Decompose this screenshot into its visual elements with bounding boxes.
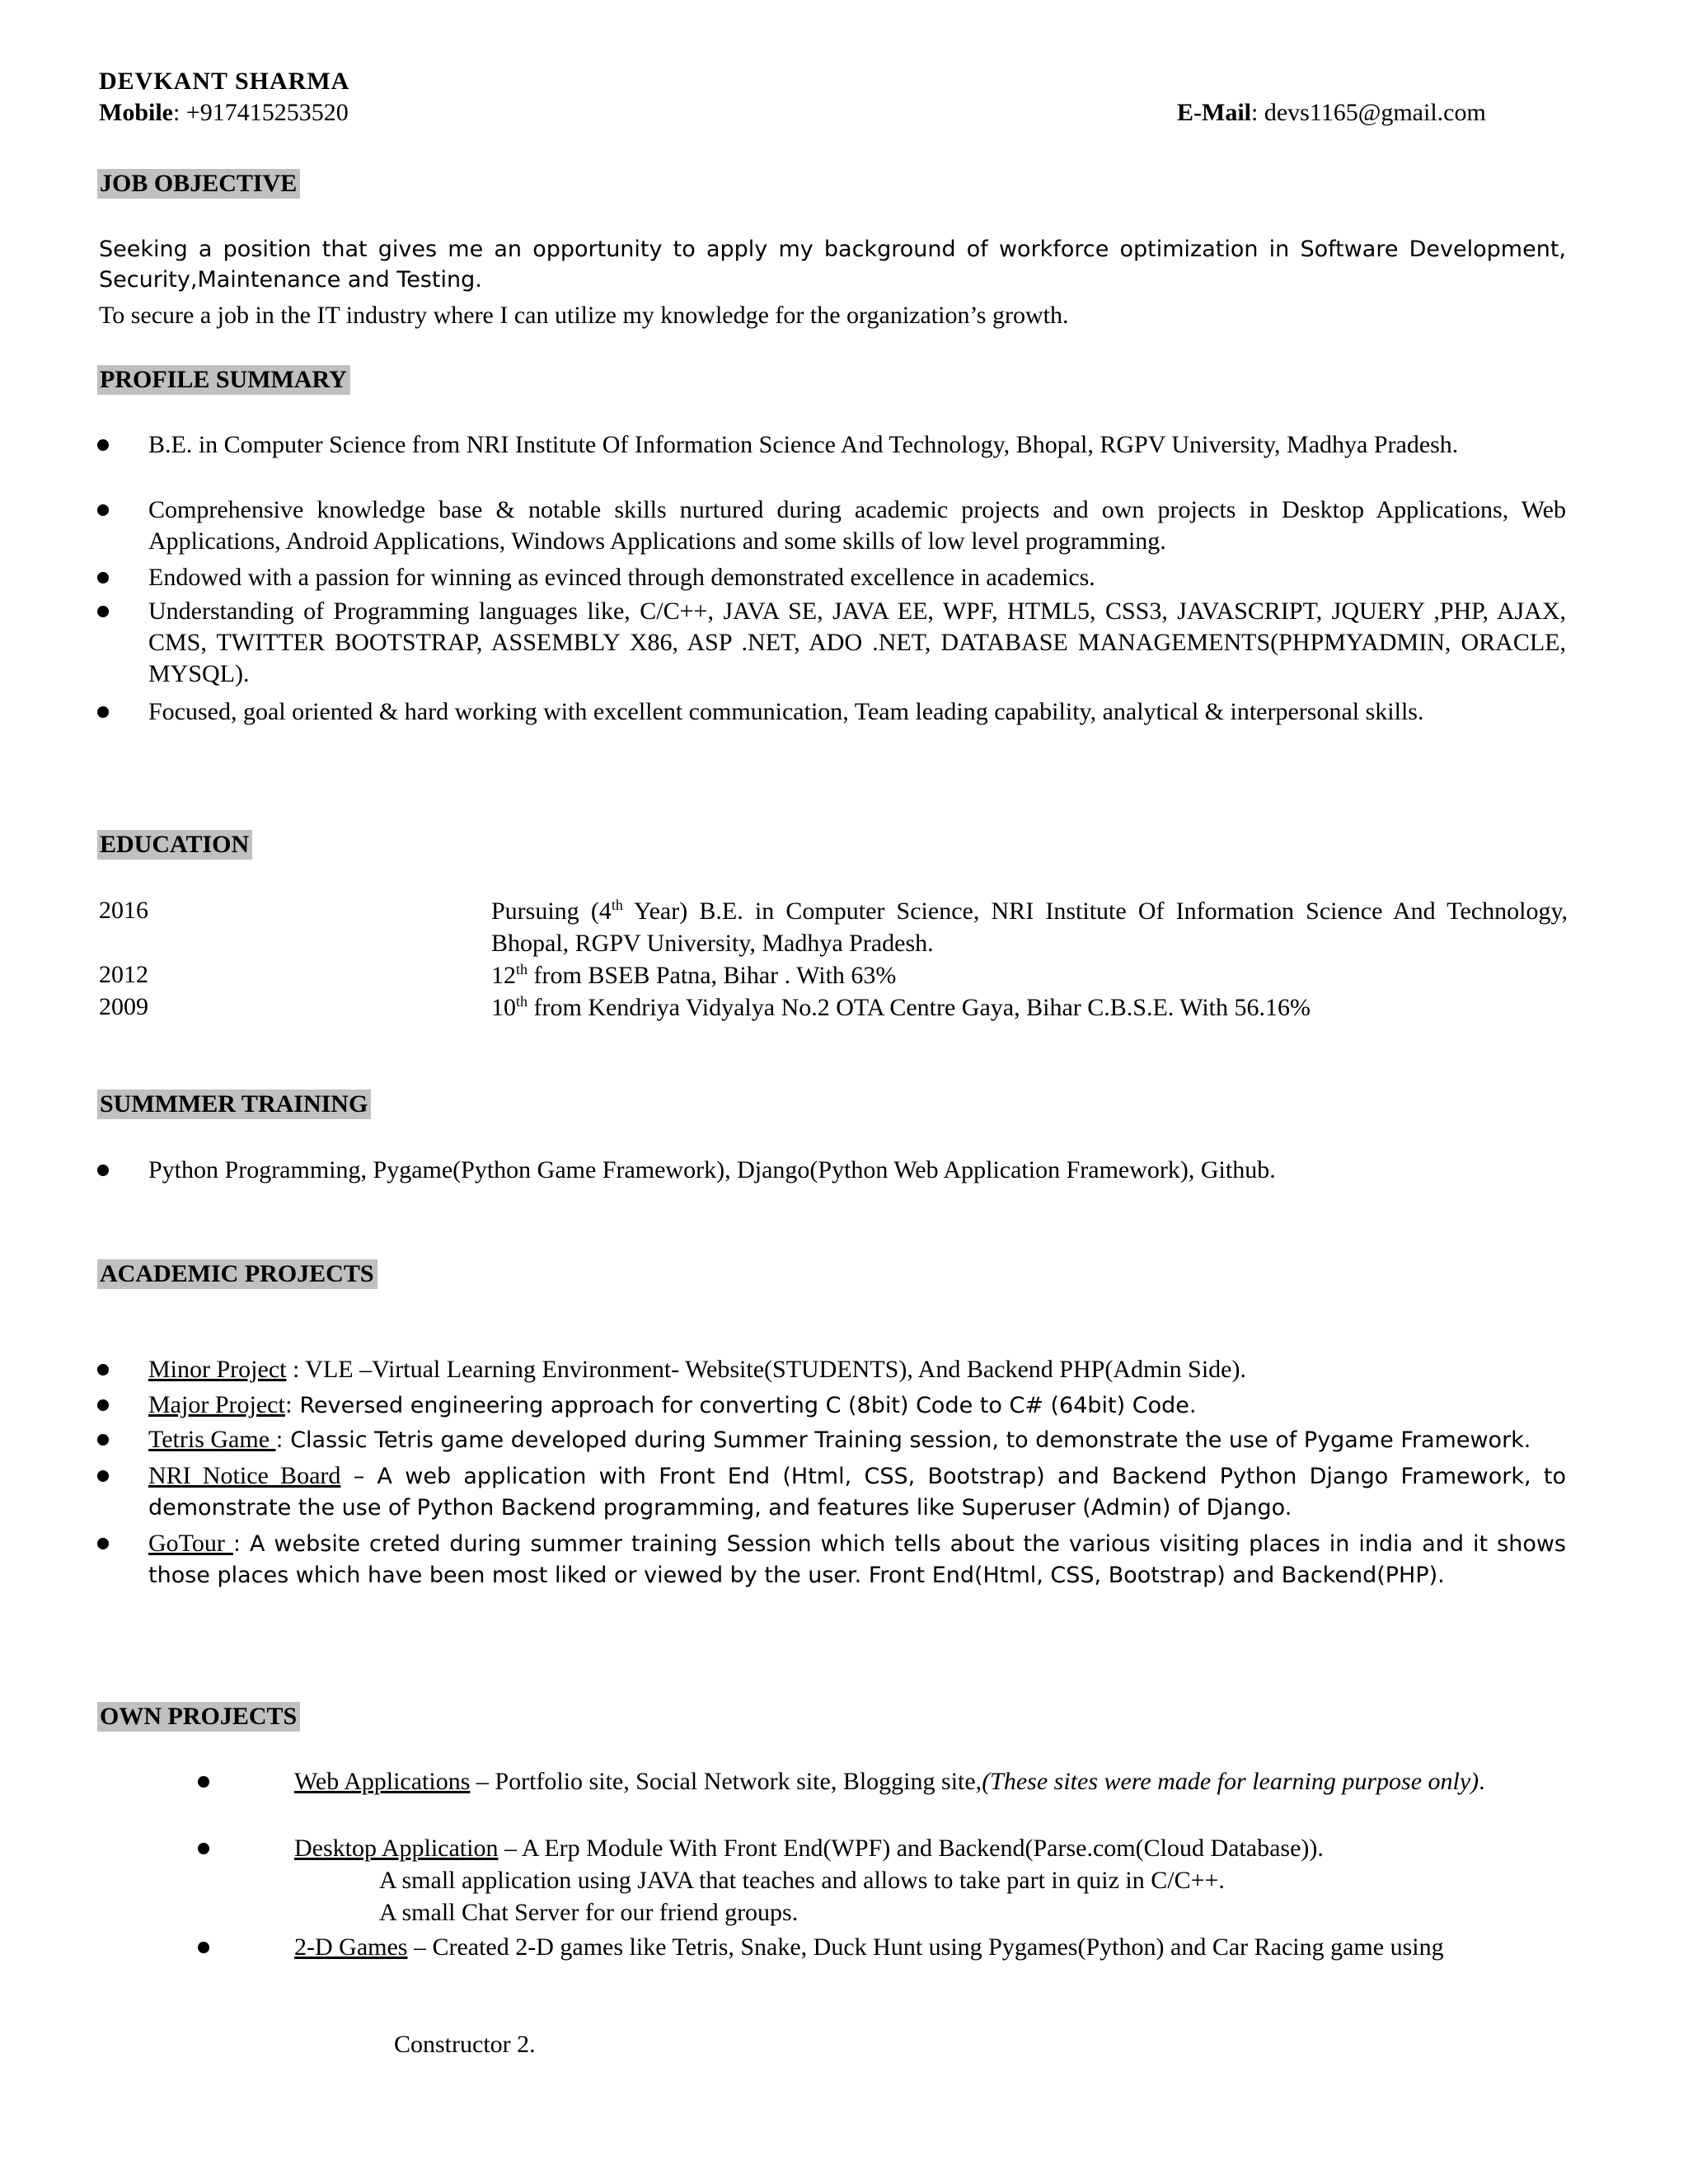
email-label: E-Mail xyxy=(1177,99,1251,126)
bullet-icon xyxy=(97,1538,109,1549)
project-title: Web Applications xyxy=(294,1768,471,1795)
summary-item: B.E. in Computer Science from NRI Institute Of Information Science And Technology, Bhopal, RGPV University, Madhya Pradesh. xyxy=(148,431,1459,458)
summary-item: Focused, goal oriented & hard working with excellent communication, Team leading capability, analytical & interpersonal skills. xyxy=(148,698,1424,725)
bullet-icon xyxy=(97,572,109,583)
project-title: Desktop Application xyxy=(294,1835,499,1862)
games-sub-item: Constructor 2. xyxy=(394,2031,536,2058)
own-project-desktop: Desktop Application – A Erp Module With Front End(WPF) and Backend(Parse.com(Cloud Database)). xyxy=(294,1835,1324,1862)
academic-project-item: Minor Project : VLE –Virtual Learning Environment- Website(STUDENTS), And Backend PHP(Admin Side). xyxy=(148,1356,1246,1383)
academic-project-item: Tetris Game : Classic Tetris game developed during Summer Training session, to demonstrate the use of Pygame Framework. xyxy=(148,1426,1531,1453)
bullet-icon xyxy=(97,1165,109,1176)
bullet-icon xyxy=(97,504,109,516)
education-detail: 12th from BSEB Patna, Bihar . With 63% xyxy=(491,961,897,989)
academic-project-item: GoTour : A website creted during summer training Session which tells about the various visiting places in india and it shows those places which have been most liked or viewed by the user. Front End(Html, CSS, Bootstrap) and Backend(PHP). xyxy=(148,1530,1566,1588)
mobile-label: Mobile xyxy=(99,99,173,126)
objective-line-2: To secure a job in the IT industry where I can utilize my knowledge for the organization’s growth. xyxy=(99,302,1069,329)
summer-training-heading: SUMMMER TRAINING xyxy=(97,1090,371,1119)
bullet-icon xyxy=(97,1399,109,1411)
education-detail: Pursuing (4th Year) B.E. in Computer Science, NRI Institute Of Information Science And Technology, Bhopal, RGPV University, Madhya Pradesh. xyxy=(491,897,1568,957)
desktop-sub-item: A small application using JAVA that teaches and allows to take part in quiz in C/C++. xyxy=(379,1867,1225,1894)
objective-line-1: Seeking a position that gives me an opportunity to apply my background of workforce optimization in Software Development, Security,Maintenance and Testing. xyxy=(99,237,1566,293)
bullet-icon xyxy=(97,1364,109,1376)
own-project-web: Web Applications – Portfolio site, Social Network site, Blogging site,(These sites were made for learning purpose only). xyxy=(294,1768,1485,1795)
bullet-icon xyxy=(97,1470,109,1482)
job-objective-heading: JOB OBJECTIVE xyxy=(97,169,300,199)
profile-summary-heading: PROFILE SUMMARY xyxy=(97,365,350,395)
academic-project-item: Major Project: Reversed engineering approach for converting C (8bit) Code to C# (64bit) Code. xyxy=(148,1391,1197,1418)
summary-item: Understanding of Programming languages like, C/C++, JAVA SE, JAVA EE, WPF, HTML5, CSS3, JAVASCRIPT, JQUERY ,PHP, AJAX, CMS, TWITTER BOOTSTRAP, ASSEMBLY X86, ASP .NET, ADO .NET, DATABASE MANAGEMENTS(PHPMYADMIN, ORACLE, MYSQL). xyxy=(148,598,1566,687)
project-title: Tetris Game xyxy=(148,1426,276,1453)
desktop-sub-item: A small Chat Server for our friend groups. xyxy=(379,1899,799,1926)
bullet-icon xyxy=(97,606,109,617)
academic-project-item: NRI Notice Board – A web application with Front End (Html, CSS, Bootstrap) and Backend Python Django Framework, to demonstrate the use of Python Backend programming, and features like Superuser (Admin) of Django. xyxy=(148,1462,1566,1521)
project-title: NRI Notice Board xyxy=(148,1462,341,1489)
education-year: 2009 xyxy=(99,993,148,1020)
education-detail: 10th from Kendriya Vidyalya No.2 OTA Centre Gaya, Bihar C.B.S.E. With 56.16% xyxy=(491,993,1311,1021)
summary-item: Comprehensive knowledge base & notable skills nurtured during academic projects and own projects in Desktop Applications, Web Applications, Android Applications, Windows Applications and some skills of low level programming. xyxy=(148,496,1566,555)
academic-projects-heading: ACADEMIC PROJECTS xyxy=(97,1259,377,1289)
email-line xyxy=(1177,101,1486,125)
project-title: Major Project xyxy=(148,1391,285,1418)
education-year: 2016 xyxy=(99,897,148,924)
summary-item: Endowed with a passion for winning as evinced through demonstrated excellence in academics. xyxy=(148,564,1095,591)
own-project-games: 2-D Games – Created 2-D games like Tetris, Snake, Duck Hunt using Pygames(Python) and Car Racing game using xyxy=(294,1933,1444,1961)
bullet-icon xyxy=(97,706,109,718)
mobile-line xyxy=(99,101,349,125)
email-value: : devs1165@gmail.com xyxy=(1251,99,1486,126)
project-title: 2-D Games xyxy=(294,1933,408,1961)
mobile-value: : +917415253520 xyxy=(173,99,349,126)
own-projects-heading: OWN PROJECTS xyxy=(97,1702,300,1732)
project-title: Minor Project xyxy=(148,1356,287,1383)
project-title: GoTour xyxy=(148,1530,233,1557)
education-heading: EDUCATION xyxy=(97,830,252,860)
training-item: Python Programming, Pygame(Python Game Framework), Django(Python Web Application Framework), Github. xyxy=(148,1156,1276,1183)
bullet-icon xyxy=(97,1434,109,1446)
education-year: 2012 xyxy=(99,961,148,988)
bullet-icon xyxy=(97,439,109,451)
candidate-name: DEVKANT SHARMA xyxy=(99,68,350,95)
